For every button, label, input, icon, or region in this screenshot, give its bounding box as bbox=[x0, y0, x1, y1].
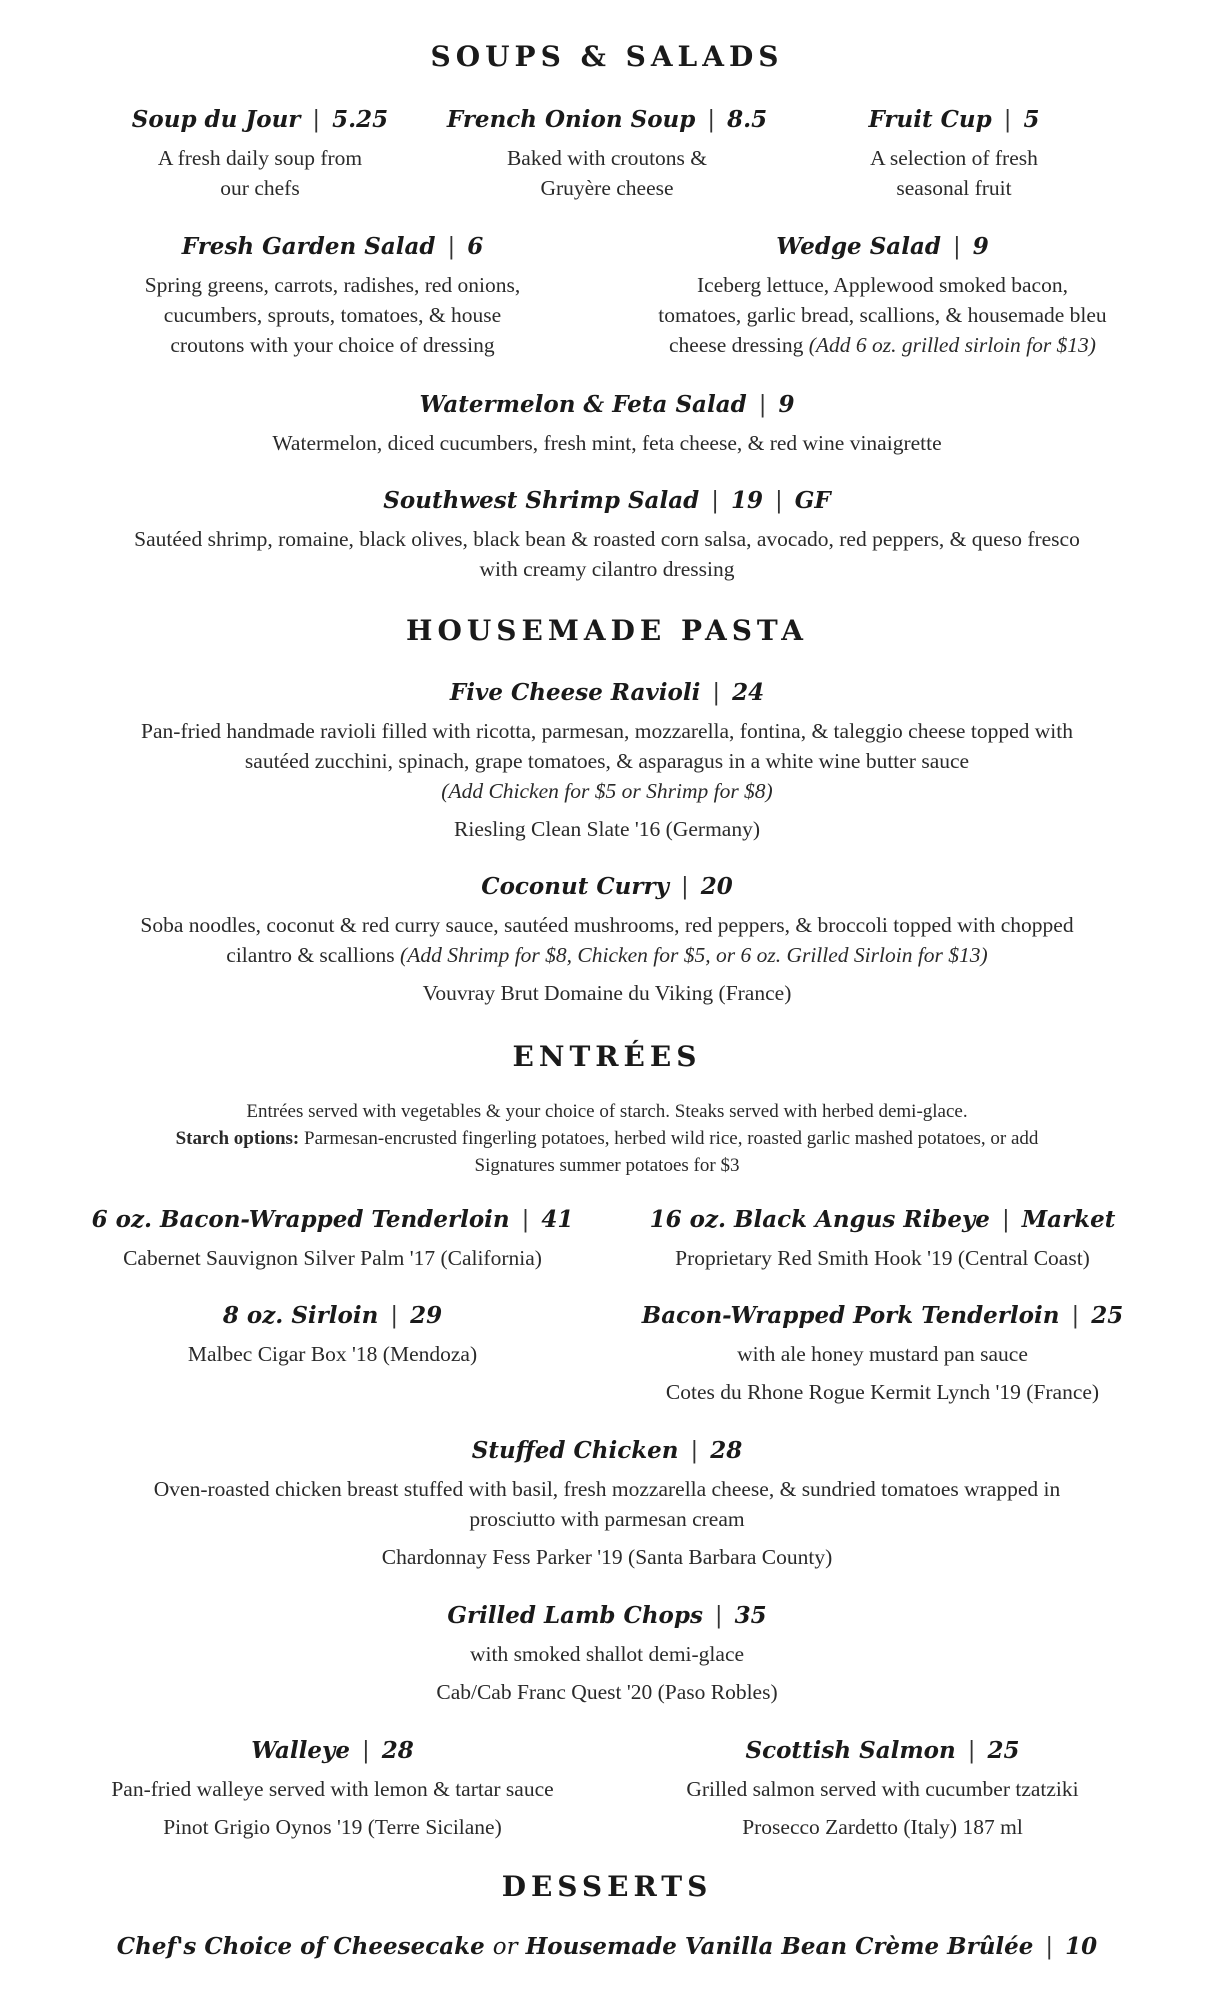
separator: | bbox=[390, 1303, 399, 1329]
menu-item-french-onion-soup bbox=[430, 105, 784, 203]
menu-item-bacon-wrapped-pork-tenderloin bbox=[605, 1301, 1160, 1407]
separator: | bbox=[711, 488, 719, 514]
item-name: Watermelon & Feta Salad bbox=[419, 391, 747, 418]
item-description: Pan-fried walleye served with lemon & tartar sauce bbox=[111, 1777, 554, 1801]
menu-item-watermelon-feta-salad bbox=[0, 390, 1214, 458]
wine-pairing: Riesling Clean Slate '16 (Germany) bbox=[454, 817, 760, 841]
item-description: with smoked shallot demi-glace bbox=[469, 1642, 745, 1666]
item-price: 6 bbox=[467, 233, 484, 260]
wine-pairing: Cotes du Rhone Rogue Kermit Lynch '19 (France) bbox=[665, 1380, 1100, 1404]
separator: | bbox=[521, 1207, 530, 1233]
item-name: French Onion Soup bbox=[446, 106, 696, 133]
separator: | bbox=[1071, 1303, 1080, 1329]
item-price: 28 bbox=[381, 1737, 414, 1764]
separator: | bbox=[690, 1438, 699, 1464]
item-name: Stuffed Chicken bbox=[471, 1437, 679, 1464]
item-name: 6 oz. Bacon-Wrapped Tenderloin bbox=[91, 1206, 510, 1233]
starch-options-label: Starch options: bbox=[175, 1128, 300, 1149]
section-title-desserts: DESSERTS bbox=[501, 1870, 713, 1903]
item-description: Sautéed shrimp, romaine, black olives, black bean & roasted corn salsa, avocado, red peppers, & queso fresco bbox=[134, 527, 1080, 551]
separator: | bbox=[967, 1738, 976, 1764]
entrees-note-line: Entrées served with vegetables & your choice of starch. Steaks served with herbed demi-glace. bbox=[246, 1101, 968, 1122]
section-title-soups-salads: SOUPS & SALADS bbox=[430, 40, 784, 73]
item-price: 5 bbox=[1023, 106, 1040, 133]
item-description: Gruyère cheese bbox=[540, 176, 674, 200]
menu-item-five-cheese-ravioli bbox=[0, 678, 1214, 844]
item-name: Bacon-Wrapped Pork Tenderloin bbox=[641, 1302, 1060, 1329]
dessert-cheesecake: Chef's Choice of Cheesecake bbox=[116, 1933, 485, 1960]
item-name: 8 oz. Sirloin bbox=[222, 1302, 379, 1329]
item-description: Soba noodles, coconut & red curry sauce, sautéed mushrooms, red peppers, & broccoli topped with chopped bbox=[140, 913, 1074, 937]
item-description: cilantro & scallions bbox=[226, 943, 401, 967]
separator: | bbox=[680, 874, 689, 900]
item-name: Fresh Garden Salad bbox=[181, 233, 436, 260]
separator: | bbox=[758, 392, 767, 418]
item-description: tomatoes, garlic bread, scallions, & housemade bleu bbox=[658, 303, 1107, 327]
menu-item-grilled-lamb-chops bbox=[0, 1601, 1214, 1707]
item-description: our chefs bbox=[220, 176, 300, 200]
menu-item-wedge-salad bbox=[605, 232, 1160, 360]
item-price: Market bbox=[1021, 1206, 1116, 1233]
separator: | bbox=[362, 1738, 370, 1764]
entrees-note-line: Signatures summer potatoes for $3 bbox=[474, 1155, 740, 1176]
item-description: Spring greens, carrots, radishes, red onions, bbox=[144, 273, 521, 297]
item-description: Watermelon, diced cucumbers, fresh mint, feta cheese, & red wine vinaigrette bbox=[272, 431, 942, 455]
separator: | bbox=[774, 488, 783, 514]
separator: | bbox=[1001, 1207, 1010, 1233]
item-description: cucumbers, sprouts, tomatoes, & house bbox=[163, 303, 502, 327]
item-price: 41 bbox=[541, 1206, 574, 1233]
item-name: Wedge Salad bbox=[776, 233, 941, 260]
item-description: croutons with your choice of dressing bbox=[170, 333, 495, 357]
menu-item-sirloin bbox=[60, 1301, 605, 1369]
menu-item-coconut-curry bbox=[0, 872, 1214, 1008]
section-title-entrees: ENTRÉES bbox=[512, 1040, 702, 1073]
item-price: 5.25 bbox=[332, 106, 389, 133]
item-addon: (Add Chicken for $5 or Shrimp for $8) bbox=[441, 779, 773, 803]
item-description: with ale honey mustard pan sauce bbox=[737, 1342, 1028, 1366]
menu-item-walleye bbox=[60, 1736, 605, 1842]
item-description: Iceberg lettuce, Applewood smoked bacon, bbox=[697, 273, 1068, 297]
wine-pairing: Chardonnay Fess Parker '19 (Santa Barbara County) bbox=[381, 1545, 833, 1569]
item-name: Five Cheese Ravioli bbox=[449, 679, 701, 706]
item-addon: (Add Shrimp for $8, Chicken for $5, or 6 oz. Grilled Sirloin for $13) bbox=[400, 943, 988, 967]
separator: | bbox=[714, 1603, 723, 1629]
item-price: 8.5 bbox=[727, 106, 768, 133]
menu-item-fruit-cup bbox=[784, 105, 1124, 203]
item-name: Southwest Shrimp Salad bbox=[383, 487, 700, 514]
item-price: 35 bbox=[734, 1602, 767, 1629]
item-description: Pan-fried handmade ravioli filled with ricotta, parmesan, mozzarella, fontina, & taleggio cheese topped with bbox=[141, 719, 1073, 743]
item-tag-gf: GF bbox=[794, 487, 831, 514]
item-name: Scottish Salmon bbox=[745, 1737, 956, 1764]
item-price: 25 bbox=[987, 1737, 1020, 1764]
dessert-or: or bbox=[492, 1934, 518, 1960]
item-price: 20 bbox=[700, 873, 733, 900]
menu-item-black-angus-ribeye bbox=[605, 1205, 1160, 1273]
menu-item-fresh-garden-salad bbox=[60, 232, 605, 360]
item-name: Soup du Jour bbox=[131, 106, 301, 133]
wine-pairing: Proprietary Red Smith Hook '19 (Central Coast) bbox=[675, 1246, 1090, 1270]
item-name: Walleye bbox=[251, 1737, 351, 1764]
wine-pairing: Cab/Cab Franc Quest '20 (Paso Robles) bbox=[436, 1680, 778, 1704]
menu-item-bacon-wrapped-tenderloin bbox=[60, 1205, 605, 1273]
starch-options-text: Parmesan-encrusted fingerling potatoes, herbed wild rice, roasted garlic mashed potatoes, or add bbox=[299, 1128, 1039, 1149]
item-name: Coconut Curry bbox=[481, 873, 669, 900]
separator: | bbox=[1045, 1934, 1054, 1960]
entrees-note bbox=[60, 1098, 1154, 1179]
item-price: 10 bbox=[1065, 1933, 1098, 1960]
item-name: Grilled Lamb Chops bbox=[447, 1602, 703, 1629]
item-description: prosciutto with parmesan cream bbox=[469, 1507, 745, 1531]
item-name: 16 oz. Black Angus Ribeye bbox=[649, 1206, 990, 1233]
item-price: 24 bbox=[732, 679, 765, 706]
item-price: 19 bbox=[730, 487, 763, 514]
separator: | bbox=[712, 680, 721, 706]
item-description: A fresh daily soup from bbox=[157, 146, 363, 170]
section-title-housemade-pasta: HOUSEMADE PASTA bbox=[406, 614, 808, 647]
item-price: 25 bbox=[1091, 1302, 1124, 1329]
separator: | bbox=[952, 234, 961, 260]
item-price: 9 bbox=[778, 391, 795, 418]
item-description: seasonal fruit bbox=[896, 176, 1012, 200]
menu-item-stuffed-chicken bbox=[0, 1436, 1214, 1572]
separator: | bbox=[447, 234, 456, 260]
wine-pairing: Prosecco Zardetto (Italy) 187 ml bbox=[742, 1815, 1023, 1839]
item-description: Baked with croutons & bbox=[506, 146, 708, 170]
item-price: 28 bbox=[710, 1437, 743, 1464]
menu-item-southwest-shrimp-salad bbox=[0, 486, 1214, 584]
separator: | bbox=[312, 107, 321, 133]
menu-item-scottish-salmon bbox=[605, 1736, 1160, 1842]
wine-pairing: Malbec Cigar Box '18 (Mendoza) bbox=[187, 1342, 478, 1366]
item-addon: (Add 6 oz. grilled sirloin for $13) bbox=[808, 333, 1096, 357]
menu-item-desserts bbox=[0, 1932, 1214, 1962]
dessert-creme-brulee: Housemade Vanilla Bean Crème Brûlée bbox=[525, 1933, 1034, 1960]
item-description: A selection of fresh bbox=[870, 146, 1038, 170]
item-description: cheese dressing bbox=[669, 333, 809, 357]
item-description: sautéed zucchini, spinach, grape tomatoes, & asparagus in a white wine butter sauce bbox=[244, 749, 970, 773]
item-description: Grilled salmon served with cucumber tzatziki bbox=[686, 1777, 1079, 1801]
item-name: Fruit Cup bbox=[868, 106, 992, 133]
separator: | bbox=[1003, 107, 1012, 133]
item-price: 29 bbox=[410, 1302, 443, 1329]
item-description: Oven-roasted chicken breast stuffed with basil, fresh mozzarella cheese, & sundried tomatoes wrapped in bbox=[153, 1477, 1061, 1501]
menu-item-soup-du-jour bbox=[90, 105, 430, 203]
item-description: with creamy cilantro dressing bbox=[479, 557, 735, 581]
wine-pairing: Cabernet Sauvignon Silver Palm '17 (California) bbox=[123, 1246, 542, 1270]
wine-pairing: Vouvray Brut Domaine du Viking (France) bbox=[422, 981, 792, 1005]
separator: | bbox=[707, 107, 716, 133]
wine-pairing: Pinot Grigio Oynos '19 (Terre Sicilane) bbox=[163, 1815, 502, 1839]
item-price: 9 bbox=[972, 233, 989, 260]
